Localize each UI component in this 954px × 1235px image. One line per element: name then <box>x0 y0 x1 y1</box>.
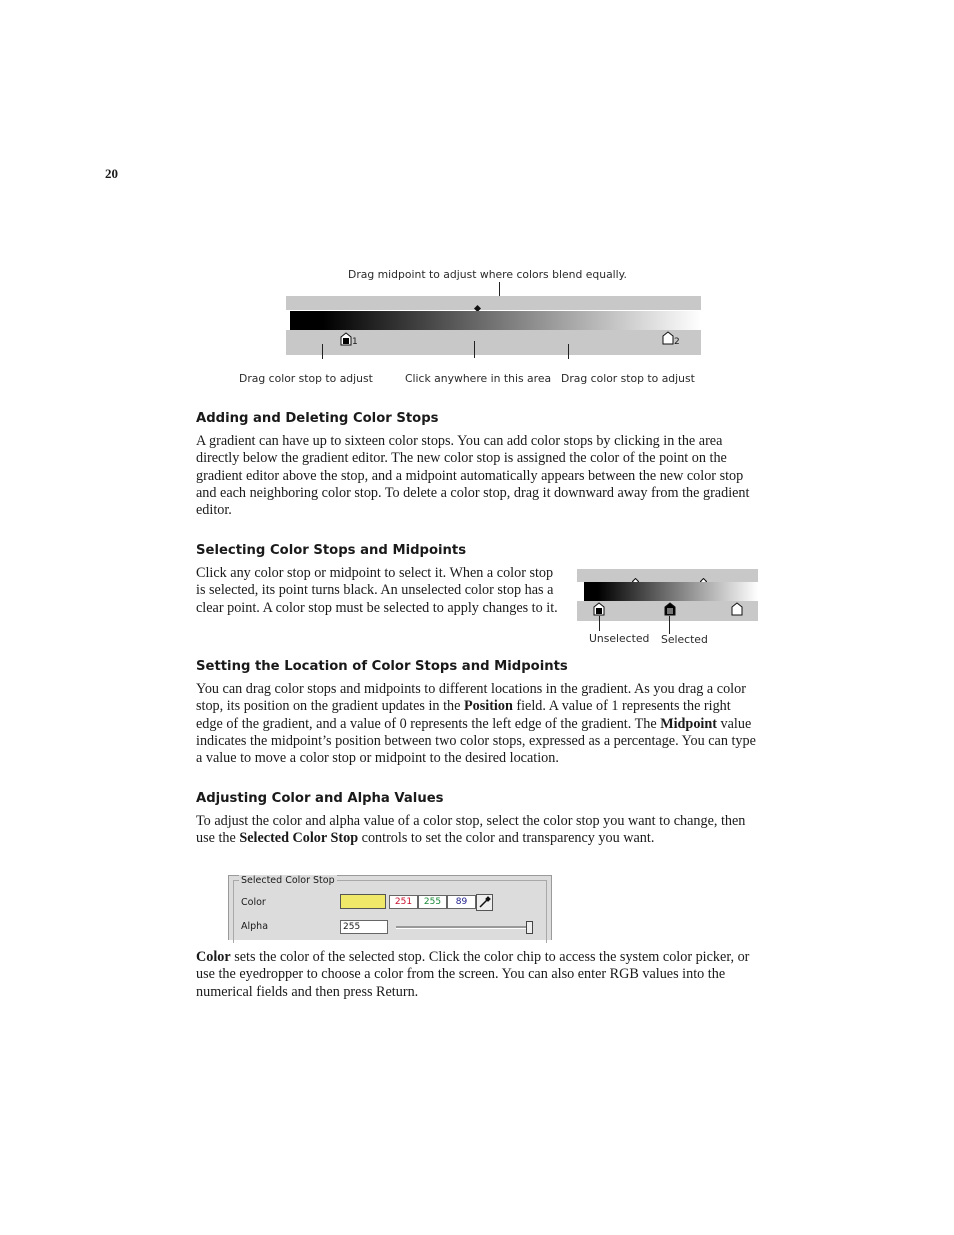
callout-leader <box>669 616 670 634</box>
position-term: Position <box>463 698 513 715</box>
color-label: Color <box>241 897 266 908</box>
callout-leader <box>568 344 569 359</box>
color-stop-2-icon[interactable] <box>662 331 674 345</box>
gradient-preview <box>584 582 758 601</box>
stop-callout-right: Drag color stop to adjust <box>561 372 695 384</box>
section-heading: Adjusting Color and Alpha Values <box>196 791 444 806</box>
callout-leader <box>599 616 600 631</box>
eyedropper-icon[interactable] <box>476 894 493 911</box>
selected-label: Selected <box>661 633 708 646</box>
color-paragraph <box>196 949 756 1001</box>
color-stop-2-label: 2 <box>674 337 680 347</box>
red-field[interactable]: 251 <box>389 895 418 909</box>
section-heading: Selecting Color Stops and Midpoints <box>196 543 467 558</box>
unselected-label: Unselected <box>589 632 650 645</box>
unselected-stop-icon <box>593 602 605 616</box>
midpoint-diamond-icon[interactable] <box>474 299 481 306</box>
stop-callout-left: Drag color stop to adjust <box>239 372 373 384</box>
midpoint-diamond-icon <box>700 572 707 579</box>
paragraph-text: controls to set the color and transparency you want. <box>358 830 655 847</box>
alpha-slider-thumb[interactable] <box>526 921 533 934</box>
alpha-field[interactable]: 255 <box>340 920 388 934</box>
paragraph-text: sets the color of the selected stop. Click the color chip to access the system color picker, or use the eyedropper to choose a color from the screen. You can also enter RGB values into the numerical fields and then press Return. <box>196 949 750 1000</box>
midpoint-diamond-icon <box>632 572 639 579</box>
section-paragraph <box>196 681 756 767</box>
stop-icon <box>731 602 743 616</box>
paragraph-text: value indicates the midpoint’s position between two color stops, expressed as a percentage. You can type a value to move a color stop or midpoint to the desired location. <box>196 715 756 767</box>
callout-leader <box>474 341 475 358</box>
selected-stop-icon <box>664 602 676 616</box>
panel-groupbox <box>233 880 547 943</box>
green-field[interactable]: 255 <box>418 895 447 909</box>
section-heading: Setting the Location of Color Stops and Midpoints <box>196 659 568 674</box>
section-paragraph: A gradient can have up to sixteen color stops. You can add color stops by clicking in the area directly below the gradient editor. The new color stop is assigned the color of the point on the gradient editor above the stop, and a midpoint automatically appears between the new color stop and each neighboring color stop. To delete a color stop, drag it downward away from the gradient editor. <box>196 433 750 519</box>
midpoint-term: Midpoint <box>660 715 717 732</box>
section-paragraph <box>196 813 756 848</box>
callout-leader <box>499 282 500 296</box>
section-heading: Adding and Deleting Color Stops <box>196 411 439 426</box>
panel-title: Selected Color Stop <box>241 875 335 886</box>
gradient-preview <box>290 311 701 330</box>
callout-leader <box>322 344 323 359</box>
page-number: 20 <box>105 166 118 181</box>
paragraph-text: You can drag color stops and midpoints to different locations in the gradient. As you drag a color stop, its position on the gradient updates in the <box>196 681 746 715</box>
paragraph-text: field. A value of 1 represents the right edge of the gradient, and a value of 0 represents the left edge of the gradient. The <box>196 698 731 732</box>
color-stop-1-icon[interactable] <box>340 332 352 346</box>
alpha-slider-track[interactable] <box>396 926 530 929</box>
section-paragraph: Click any color stop or midpoint to select it. When a color stop is selected, its point turns black. An unselected color stop has a clear point. A color stop must be selected to apply changes to it. <box>196 565 558 616</box>
area-callout: Click anywhere in this area <box>405 372 552 384</box>
color-chip[interactable] <box>340 894 386 909</box>
color-term: Color <box>196 949 231 965</box>
blue-field[interactable]: 89 <box>447 895 476 909</box>
midpoint-track <box>577 569 758 582</box>
midpoint-callout: Drag midpoint to adjust where colors blend equally. <box>348 268 627 281</box>
alpha-label: Alpha <box>241 921 269 932</box>
selected-color-stop-term: Selected Color Stop <box>239 830 359 847</box>
midpoint-track[interactable] <box>286 296 701 310</box>
paragraph-text: To adjust the color and alpha value of a color stop, select the color stop you want to change, then use the <box>196 813 746 847</box>
selected-color-stop-panel <box>228 875 552 940</box>
color-stop-1-label: 1 <box>352 337 358 347</box>
